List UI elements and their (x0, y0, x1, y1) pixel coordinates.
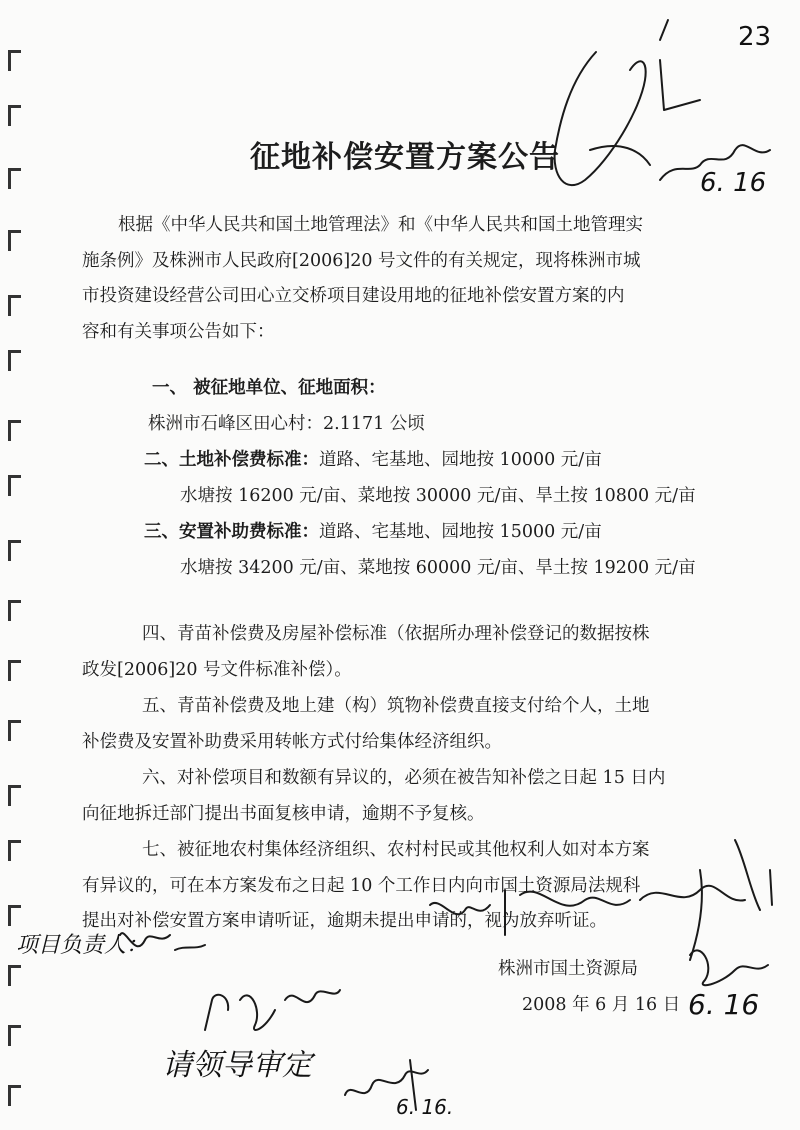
section-body: 道路、宅基地、园地按 15000 元/亩 (319, 522, 602, 542)
signature-stroke (590, 146, 650, 165)
binding-hole (8, 965, 21, 986)
signature-stroke (735, 840, 760, 910)
signature-stroke (205, 995, 228, 1030)
binding-hole (8, 295, 21, 316)
text-line: 有异议的，可在本方案发布之日起 10 个工作日内向市国土资源局法规科 (82, 875, 641, 896)
text-line: 施条例》及株洲市人民政府[2006]20 号文件的有关规定，现将株洲市城 (82, 250, 641, 271)
section-body: 水塘按 16200 元/亩、菜地按 30000 元/亩、旱土按 10800 元/亩 (180, 485, 696, 506)
handwritten-date-bottom: 6. 16. (396, 1095, 454, 1119)
binding-hole (8, 230, 21, 251)
signature-stroke (240, 995, 275, 1030)
signature-stroke (345, 1070, 428, 1095)
text-line: 容和有关事项公告如下： (82, 321, 275, 342)
binding-hole (8, 840, 21, 861)
binding-hole (8, 600, 21, 621)
text-line: 五、青苗补偿费及地上建（构）筑物补偿费直接支付给个人，土地 (142, 696, 650, 716)
signature-stroke (175, 945, 205, 950)
section-body: 道路、宅基地、园地按 10000 元/亩 (319, 450, 602, 470)
binding-hole (8, 660, 21, 681)
issuer-name: 株洲市国土资源局 (498, 959, 638, 979)
handwritten-date-top: 6. 16 (700, 168, 767, 198)
binding-hole (8, 350, 21, 371)
section-line (82, 515, 708, 551)
binding-hole (8, 540, 21, 561)
binding-hole (8, 785, 21, 806)
section-2 (82, 443, 708, 514)
section-line (82, 443, 708, 479)
section-5 (82, 689, 708, 760)
handwritten-review-note: 请领导审定 (162, 1048, 312, 1083)
text-line: 补偿费及安置补助费采用转帐方式付给集体经济组织。 (82, 731, 502, 752)
signature-stroke (770, 870, 772, 905)
handwritten-date-right: 6. 16 (688, 988, 760, 1021)
text-line: 四、青苗补偿费及房屋补偿标准（依据所办理补偿登记的数据按株 (142, 624, 650, 644)
handwritten-project-lead: 项目负责人： (16, 933, 149, 958)
binding-hole (8, 50, 21, 71)
section-3 (82, 515, 708, 586)
page-title: 征地补偿安置方案公告 (250, 140, 560, 175)
issue-date: 2008 年 6 月 16 日 (522, 995, 681, 1015)
binding-hole (8, 420, 21, 441)
binding-hole (8, 1085, 21, 1106)
binding-hole (8, 1025, 21, 1046)
binding-hole (8, 168, 21, 189)
section-heading: 一、 被征地单位、征地面积： (152, 378, 386, 398)
signature-stroke (285, 990, 340, 1002)
section-4 (82, 617, 708, 688)
text-line: 六、对补偿项目和数额有异议的，必须在被告知补偿之日起 15 日内 (142, 768, 666, 788)
section-heading: 二、土地补偿费标准： (144, 450, 319, 470)
text-line: 七、被征地农村集体经济组织、农村村民或其他权利人如对本方案 (142, 840, 650, 860)
text-line: 政发[2006]20 号文件标准补偿）。 (82, 659, 352, 680)
section-6 (82, 761, 708, 832)
section-7 (82, 833, 708, 940)
intro-paragraph (82, 208, 708, 350)
binding-hole (8, 720, 21, 741)
page-number-handwritten: 23 (738, 22, 772, 52)
binding-hole (8, 475, 21, 496)
section-heading: 三、安置补助费标准： (144, 522, 319, 542)
text-line: 市投资建设经营公司田心立交桥项目建设用地的征地补偿安置方案的内 (82, 286, 625, 306)
signature-stroke (660, 60, 700, 110)
text-line: 根据《中华人民共和国土地管理法》和《中华人民共和国土地管理实 (118, 215, 643, 235)
text-line: 提出对补偿安置方案申请听证，逾期未提出申请的，视为放弃听证。 (82, 911, 607, 931)
signature-stroke (690, 950, 768, 985)
section-1 (82, 371, 708, 442)
section-body: 株洲市石峰区田心村：2.1171 公顷 (148, 413, 425, 434)
section-body: 水塘按 34200 元/亩、菜地按 60000 元/亩、旱土按 19200 元/亩 (180, 557, 696, 578)
text-line: 向征地拆迁部门提出书面复核申请，逾期不予复核。 (82, 803, 485, 824)
binding-hole (8, 105, 21, 126)
binding-hole (8, 905, 21, 926)
signature-stroke (660, 20, 668, 40)
